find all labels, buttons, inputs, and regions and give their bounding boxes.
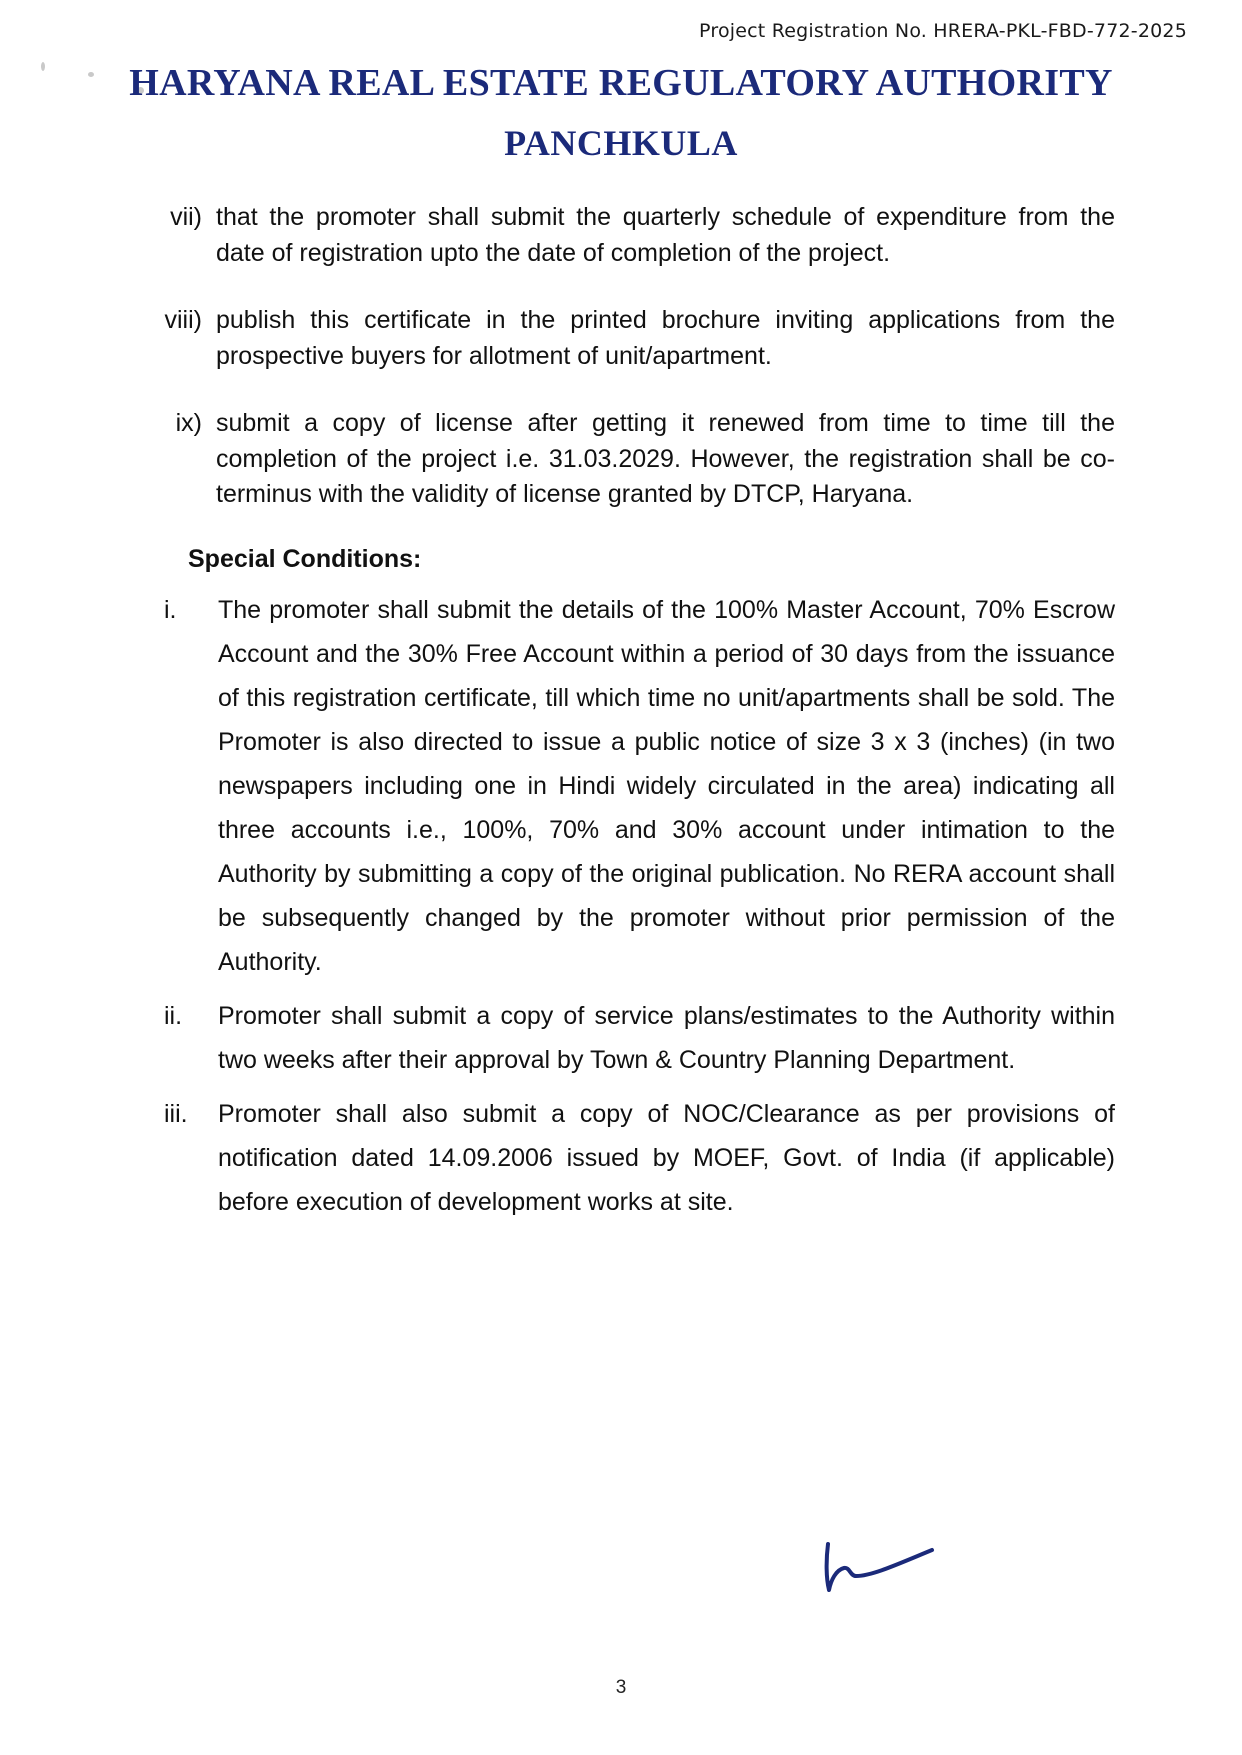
- authority-location: PANCHKULA: [504, 122, 738, 163]
- special-condition-text: Promoter shall submit a copy of service plans/estimates to the Authority within two weeks after their approval by Town & Country Planning Department.: [218, 1001, 1115, 1074]
- clause-text: submit a copy of license after getting it renewed from time to time till the completion of the project i.e. 31.03.2029. However, the registration shall be co-terminus with the validity of license granted by DTCP, Haryana.: [216, 409, 1115, 508]
- special-condition-marker: i.: [164, 595, 177, 624]
- document-header: [0, 62, 1242, 164]
- special-condition-item: [150, 1092, 1115, 1224]
- signature-mark: [820, 1540, 950, 1600]
- clause-marker: ix): [175, 409, 202, 437]
- clause-marker: viii): [164, 306, 202, 334]
- authority-title: HARYANA REAL ESTATE REGULATORY AUTHORITY: [129, 62, 1113, 104]
- clause-item: [150, 200, 1115, 271]
- registration-number: Project Registration No. HRERA-PKL-FBD-772-2025: [699, 20, 1187, 42]
- special-condition-item: [150, 588, 1115, 984]
- clause-text: publish this certificate in the printed brochure inviting applications from the prospective buyers for allotment of unit/apartment.: [216, 306, 1115, 370]
- clause-marker: vii): [170, 203, 202, 231]
- special-condition-item: [150, 994, 1115, 1082]
- special-conditions-title: Special Conditions:: [188, 544, 422, 573]
- clause-text: that the promoter shall submit the quarterly schedule of expenditure from the date of registration upto the date of completion of the project.: [216, 203, 1115, 267]
- special-condition-marker: iii.: [164, 1099, 188, 1128]
- special-condition-text: The promoter shall submit the details of the 100% Master Account, 70% Escrow Account and the 30% Free Account within a period of 30 days from the issuance of this registration certificate, till which time no unit/apartments shall be sold. The Promoter is also directed to issue a public notice of size 3 x 3 (inches) (in two newspapers including one in Hindi widely circulated in the area) indicating all three accounts i.e., 100%, 70% and 30% account under intimation to the Authority by submitting a copy of the original publication. No RERA account shall be subsequently changed by the promoter without prior permission of the Authority.: [218, 595, 1115, 976]
- clause-item: [150, 303, 1115, 374]
- special-condition-marker: ii.: [164, 1001, 183, 1030]
- special-condition-text: Promoter shall also submit a copy of NOC/Clearance as per provisions of notification dated 14.09.2006 issued by MOEF, Govt. of India (if applicable) before execution of development works at site.: [218, 1099, 1115, 1216]
- page-number: 3: [615, 1677, 627, 1698]
- clause-item: [150, 406, 1115, 513]
- document-body: [150, 200, 1115, 1234]
